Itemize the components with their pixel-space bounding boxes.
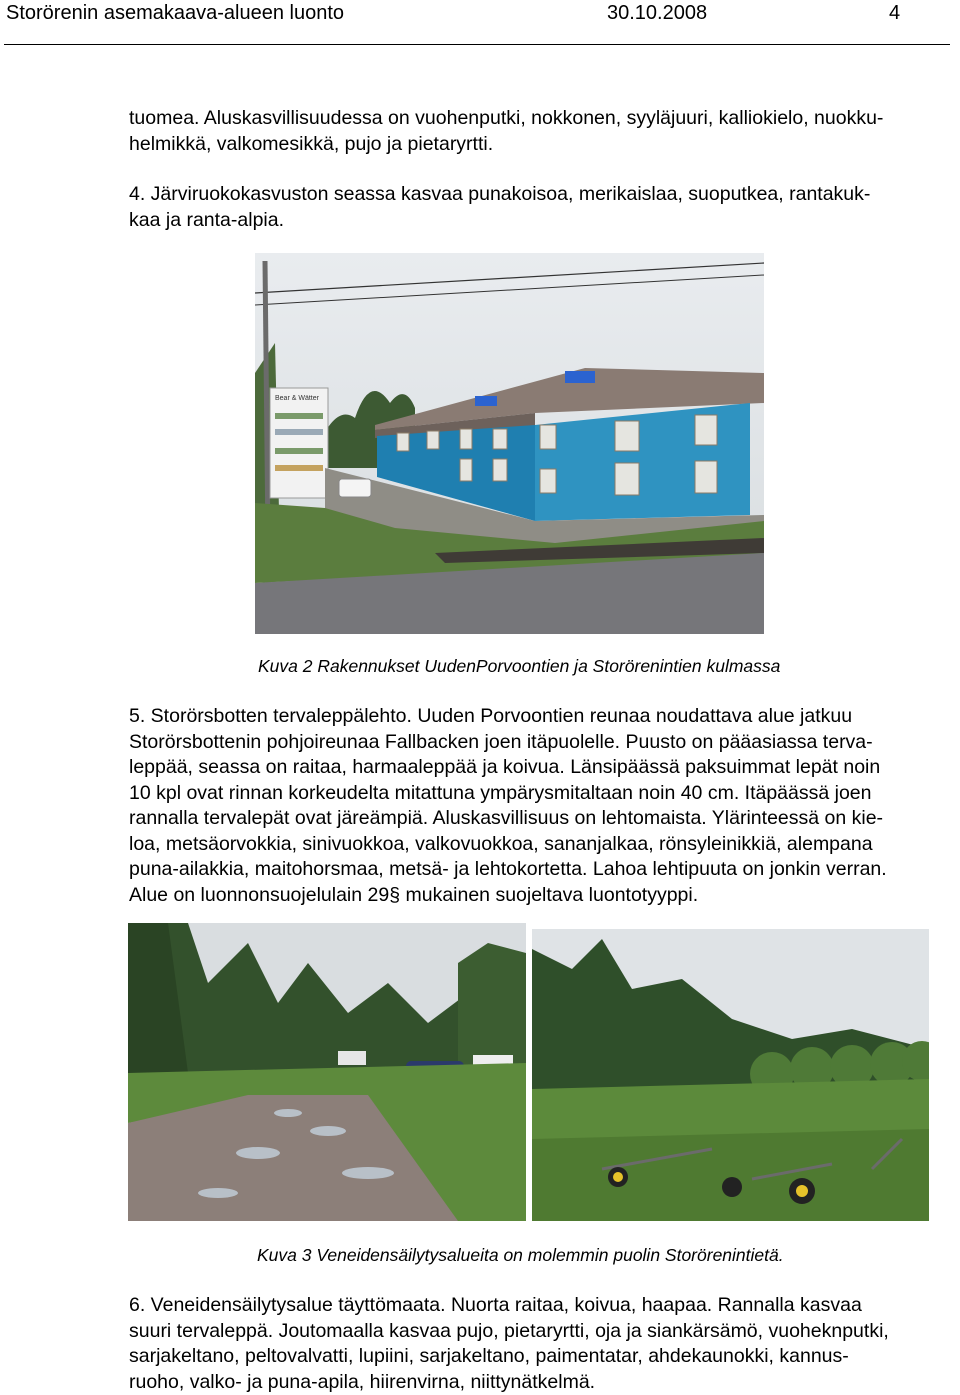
text-line: 10 kpl ovat rinnan korkeudelta mitattuna ympärysmitaltaan noin 40 cm. Itäpäässä joen [129,781,954,807]
text-line: leppää, seassa on raitaa, harmaaleppää ja koivua. Länsipäässä paksuimmat lepät noin [129,755,954,781]
boat-storage-photo-left [128,923,526,1221]
text-line: loa, metsäorvokkia, sinivuokkoa, valkovuokkoa, sananjalkaa, rönsyleinikkiä, alempana [129,832,954,858]
text-line: kaa ja ranta-alpia. [129,208,954,234]
text-line: rannalla tervalepät ovat järeämpiä. Aluskasvillisuus on lehtomaista. Ylärinteessä on kie- [129,806,954,832]
item-6-paragraph [129,1293,954,1395]
text-line: suuri tervaleppä. Joutomaalla kasvaa pujo, pietaryrtti, oja ja siankärsämö, vuoheknputki, [129,1319,954,1345]
building-photo [255,253,764,634]
text-line: sarjakeltano, peltovalvatti, lupiini, sarjakeltano, paimentatar, ahdekaunokki, kannus- [129,1344,954,1370]
text-line: 5. Storörsbotten tervaleppälehto. Uuden Porvoontien reunaa noudattava alue jatkuu [129,704,954,730]
text-line: ruoho, valko- ja puna-apila, hiirenvirna, niittynätkelmä. [129,1370,954,1395]
text-line: helmikkä, valkomesikkä, pujo ja pietaryrtti. [129,132,954,158]
boat-storage-photo-right [532,929,929,1221]
sign-text: Bear & Wätter [275,395,320,402]
text-line: tuomea. Aluskasvillisuudessa on vuohenputki, nokkonen, syyläjuuri, kalliokielo, nuokku- [129,106,954,132]
item-4-paragraph [129,182,954,233]
text-line: 6. Veneidensäilytysalue täyttömaata. Nuorta raitaa, koivua, haapaa. Rannalla kasvaa [129,1293,954,1319]
document-title: Storörenin asemakaava-alueen luonto [6,2,344,25]
text-line: puna-ailakkia, maitohorsmaa, metsä- ja lehtokortetta. Lahoa lehtipuuta on jonkin verran. [129,857,954,883]
intro-paragraph [129,106,954,157]
page-number: 4 [889,2,900,25]
header-divider [4,44,950,45]
text-line: Storörsbottenin pohjoireunaa Fallbacken joen itäpuolelle. Puusto on pääasiassa terva- [129,730,954,756]
document-date: 30.10.2008 [607,2,707,25]
figure-3-caption: Kuva 3 Veneidensäilytysalueita on molemmin puolin Storörenintietä. [257,1245,784,1266]
figure-2-caption: Kuva 2 Rakennukset UudenPorvoontien ja Storörenintien kulmassa [258,656,780,677]
text-line: Alue on luonnonsuojelulain 29§ mukainen suojeltava luontotyyppi. [129,883,954,909]
item-5-paragraph [129,704,954,908]
text-line: 4. Järviruokokasvuston seassa kasvaa punakoisoa, merikaislaa, suoputkea, rantakuk- [129,182,954,208]
page-header [0,0,960,34]
